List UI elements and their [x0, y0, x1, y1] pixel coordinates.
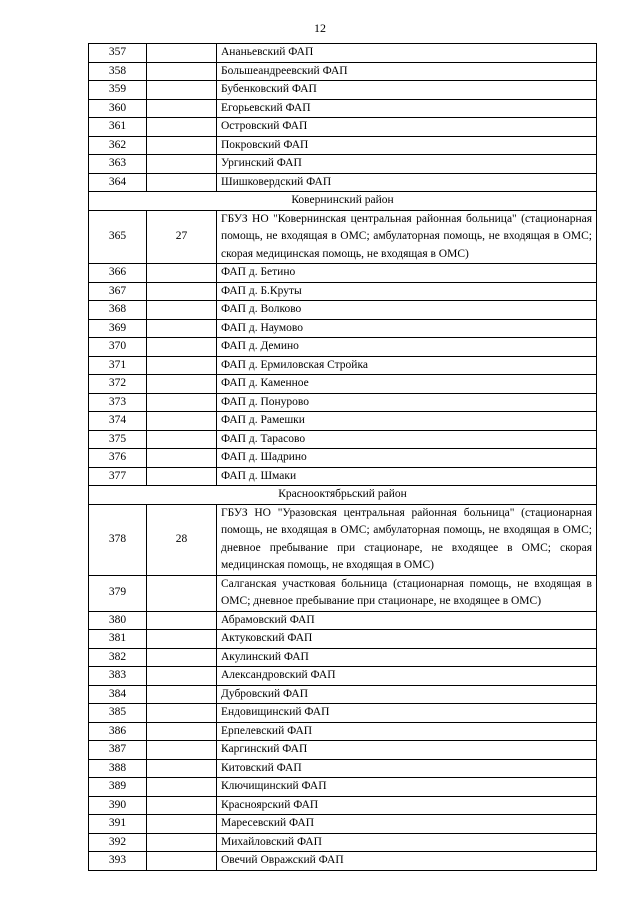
institution-name: ФАП д. Каменное: [217, 375, 597, 394]
table-row: [89, 62, 597, 81]
institution-code: 27: [147, 210, 217, 264]
institution-name: Ключищинский ФАП: [217, 778, 597, 797]
institution-code: [147, 136, 217, 155]
row-number: 387: [89, 741, 147, 760]
institution-name: Овечий Овражский ФАП: [217, 852, 597, 871]
row-number: 368: [89, 301, 147, 320]
institution-code: [147, 44, 217, 63]
institution-code: [147, 81, 217, 100]
row-number: 389: [89, 778, 147, 797]
table-row: [89, 685, 597, 704]
row-number: 364: [89, 173, 147, 192]
row-number: 391: [89, 815, 147, 834]
institution-code: [147, 611, 217, 630]
institution-code: [147, 815, 217, 834]
institution-code: [147, 741, 217, 760]
table-row: [89, 44, 597, 63]
table-row: [89, 393, 597, 412]
table-row: [89, 741, 597, 760]
institution-code: [147, 467, 217, 486]
table-row: [89, 704, 597, 723]
table-row: [89, 722, 597, 741]
district-header-row: [89, 192, 597, 211]
row-number: 377: [89, 467, 147, 486]
table-row: [89, 575, 597, 611]
registry-table: [88, 43, 597, 871]
table-row: [89, 81, 597, 100]
table-row: [89, 667, 597, 686]
table-row: [89, 136, 597, 155]
institution-name: ФАП д. Ермиловская Стройка: [217, 356, 597, 375]
institution-code: [147, 685, 217, 704]
table-row: [89, 155, 597, 174]
row-number: 384: [89, 685, 147, 704]
row-number: 386: [89, 722, 147, 741]
table-row: [89, 815, 597, 834]
table-row: [89, 630, 597, 649]
row-number: 380: [89, 611, 147, 630]
institution-code: [147, 375, 217, 394]
district-name: Краснооктябрьский район: [89, 486, 597, 505]
institution-name: Покровский ФАП: [217, 136, 597, 155]
table-row: [89, 338, 597, 357]
institution-name: Акулинский ФАП: [217, 648, 597, 667]
table-row: [89, 210, 597, 264]
row-number: 379: [89, 575, 147, 611]
institution-name: Ургинский ФАП: [217, 155, 597, 174]
row-number: 374: [89, 412, 147, 431]
institution-name: Бубенковский ФАП: [217, 81, 597, 100]
institution-code: [147, 338, 217, 357]
institution-code: [147, 301, 217, 320]
institution-code: [147, 704, 217, 723]
row-number: 376: [89, 449, 147, 468]
table-row: [89, 852, 597, 871]
district-header-row: [89, 486, 597, 505]
institution-name: Михайловский ФАП: [217, 833, 597, 852]
institution-code: [147, 575, 217, 611]
table-row: [89, 375, 597, 394]
row-number: 381: [89, 630, 147, 649]
row-number: 383: [89, 667, 147, 686]
row-number: 367: [89, 282, 147, 301]
institution-code: [147, 759, 217, 778]
institution-name: ФАП д. Тарасово: [217, 430, 597, 449]
table-row: [89, 356, 597, 375]
row-number: 358: [89, 62, 147, 81]
row-number: 362: [89, 136, 147, 155]
institution-code: [147, 778, 217, 797]
institution-name: Островский ФАП: [217, 118, 597, 137]
institution-name: ФАП д. Демино: [217, 338, 597, 357]
institution-code: [147, 282, 217, 301]
institution-name: ФАП д. Шадрино: [217, 449, 597, 468]
institution-name: ГБУЗ НО "Ковернинская центральная районная больница" (стационарная помощь, не входящая в ОМС; амбулаторная помощь, не входящая в ОМС; скорая медицинская помощь, не входящая в ОМС): [217, 210, 597, 264]
institution-code: [147, 319, 217, 338]
institution-code: [147, 833, 217, 852]
table-row: [89, 504, 597, 575]
institution-code: [147, 264, 217, 283]
institution-name: ГБУЗ НО "Уразовская центральная районная больница" (стационарная помощь, не входящая в ОМС; амбулаторная помощь, не входящая в ОМС; дневное пребывание при стационаре, не входящее в ОМС; скорая медицинская помощь, не входящая в ОМС): [217, 504, 597, 575]
institution-name: Егорьевский ФАП: [217, 99, 597, 118]
row-number: 382: [89, 648, 147, 667]
row-number: 375: [89, 430, 147, 449]
institution-name: Красноярский ФАП: [217, 796, 597, 815]
institution-code: [147, 796, 217, 815]
institution-name: Каргинский ФАП: [217, 741, 597, 760]
row-number: 363: [89, 155, 147, 174]
row-number: 373: [89, 393, 147, 412]
row-number: 357: [89, 44, 147, 63]
row-number: 393: [89, 852, 147, 871]
table-row: [89, 611, 597, 630]
table-row: [89, 833, 597, 852]
row-number: 378: [89, 504, 147, 575]
institution-name: Салганская участковая больница (стационарная помощь, не входящая в ОМС; дневное пребывание при стационаре, не входящее в ОМС): [217, 575, 597, 611]
institution-code: [147, 852, 217, 871]
institution-code: [147, 99, 217, 118]
table-row: [89, 264, 597, 283]
row-number: 361: [89, 118, 147, 137]
institution-name: ФАП д. Бетино: [217, 264, 597, 283]
institution-code: [147, 630, 217, 649]
institution-name: Китовский ФАП: [217, 759, 597, 778]
institution-name: Александровский ФАП: [217, 667, 597, 686]
registry-table-body: [89, 44, 597, 871]
table-row: [89, 301, 597, 320]
institution-code: [147, 62, 217, 81]
institution-code: [147, 449, 217, 468]
table-row: [89, 759, 597, 778]
institution-name: Большеандреевский ФАП: [217, 62, 597, 81]
table-row: [89, 449, 597, 468]
institution-code: [147, 667, 217, 686]
institution-name: ФАП д. Б.Круты: [217, 282, 597, 301]
institution-name: Абрамовский ФАП: [217, 611, 597, 630]
table-row: [89, 648, 597, 667]
row-number: 360: [89, 99, 147, 118]
row-number: 365: [89, 210, 147, 264]
institution-code: [147, 412, 217, 431]
institution-name: Ендовищинский ФАП: [217, 704, 597, 723]
district-name: Ковернинский район: [89, 192, 597, 211]
row-number: 392: [89, 833, 147, 852]
institution-code: [147, 173, 217, 192]
institution-name: Шишковердский ФАП: [217, 173, 597, 192]
page-number: 12: [314, 21, 326, 35]
row-number: 385: [89, 704, 147, 723]
row-number: 371: [89, 356, 147, 375]
table-row: [89, 412, 597, 431]
table-row: [89, 319, 597, 338]
institution-code: [147, 648, 217, 667]
row-number: 372: [89, 375, 147, 394]
table-row: [89, 430, 597, 449]
institution-code: [147, 722, 217, 741]
institution-code: 28: [147, 504, 217, 575]
institution-name: ФАП д. Волково: [217, 301, 597, 320]
institution-name: Дубровский ФАП: [217, 685, 597, 704]
table-row: [89, 173, 597, 192]
table-row: [89, 778, 597, 797]
table-row: [89, 118, 597, 137]
institution-name: Актуковский ФАП: [217, 630, 597, 649]
institution-name: Ерпелевский ФАП: [217, 722, 597, 741]
institution-code: [147, 430, 217, 449]
row-number: 370: [89, 338, 147, 357]
row-number: 369: [89, 319, 147, 338]
institution-code: [147, 393, 217, 412]
institution-name: ФАП д. Понурово: [217, 393, 597, 412]
institution-code: [147, 155, 217, 174]
row-number: 366: [89, 264, 147, 283]
institution-name: ФАП д. Наумово: [217, 319, 597, 338]
institution-name: ФАП д. Шмаки: [217, 467, 597, 486]
row-number: 390: [89, 796, 147, 815]
institution-name: Ананьевский ФАП: [217, 44, 597, 63]
institution-code: [147, 118, 217, 137]
institution-name: Маресевский ФАП: [217, 815, 597, 834]
row-number: 388: [89, 759, 147, 778]
institution-code: [147, 356, 217, 375]
table-row: [89, 99, 597, 118]
row-number: 359: [89, 81, 147, 100]
institution-name: ФАП д. Рамешки: [217, 412, 597, 431]
table-row: [89, 796, 597, 815]
table-row: [89, 467, 597, 486]
table-row: [89, 282, 597, 301]
